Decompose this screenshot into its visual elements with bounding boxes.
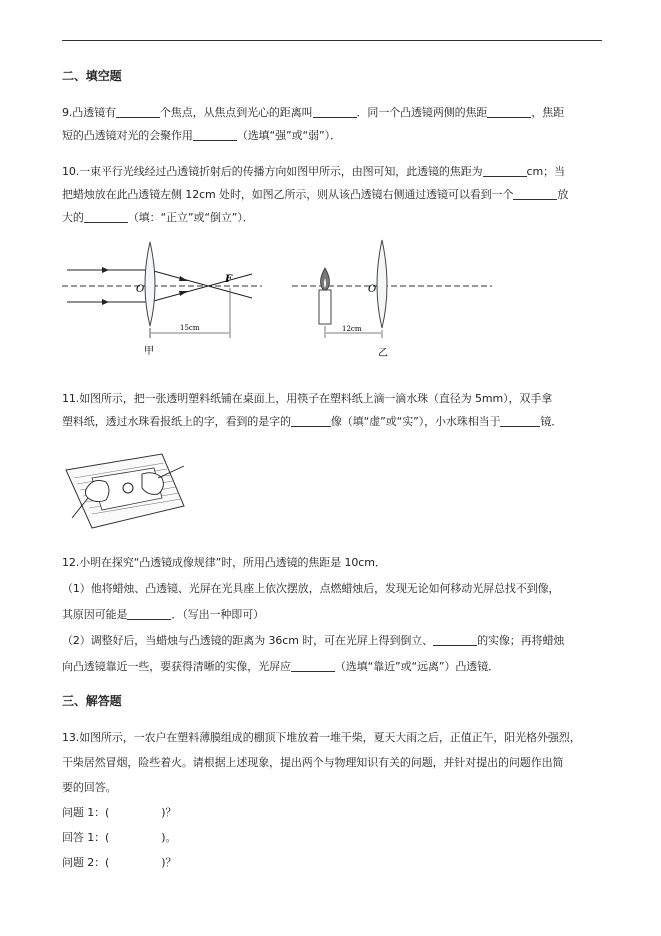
blank[interactable] [84, 208, 128, 223]
right-hand-icon [142, 473, 163, 495]
blank[interactable] [487, 103, 531, 118]
distance-label: 12cm [342, 325, 362, 333]
blank[interactable] [127, 605, 171, 620]
label-f: F [225, 274, 233, 285]
question-11: 11.如图所示，把一张透明塑料纸铺在桌面上，用筷子在塑料纸上滴一滴水珠（直径为 5mm），双手拿 塑料纸，透过水珠看报纸上的字，看到的是字的 像（填“虚”或“实”），小水珠相当于 镜． [62, 392, 563, 428]
distance-label: 15cm [180, 324, 200, 332]
blank[interactable] [116, 103, 160, 118]
figure-water-drop-magnifier [62, 448, 187, 533]
question-9: 9.凸透镜有 个焦点，从焦点到光心的距离叫 ．同一个凸透镜两侧的焦距 ，焦距 短的凸透镜对光的会聚作用 （选填“强”或“弱”）． [62, 101, 607, 147]
figure-jia-convex-lens [62, 238, 272, 360]
label-o: O [136, 284, 145, 295]
figure-caption: 乙 [378, 348, 388, 359]
question-10: 10.一束平行光线经过凸透镜折射后的传播方向如图甲所示，由图可知，此透镜的焦距为 cm；当 把蜡烛放在此凸透镜左侧 12cm 处时，如图乙所示，则从该凸透镜右侧通过透镜可以看到一个 放 大的 （填：“正立”或“倒立”）． [62, 160, 607, 229]
candle-icon [319, 290, 331, 324]
label-o: O [368, 284, 377, 295]
figure-caption: 甲 [144, 346, 154, 357]
header-rule [62, 40, 602, 41]
blank[interactable] [193, 126, 237, 141]
blank[interactable] [291, 412, 331, 427]
question-13: 13.如图所示，一农户在塑料薄膜组成的棚顶下堆放着一堆干柴，夏天大雨之后，正值正午，阳光格外强烈， 干柴居然冒烟，险些着火。请根据上述现象，提出两个与物理知识有关的问题，并针对提出的问题作出简 要的回答。 问题 1：( )？ 回答 1：( )。 问题 2：( )？ [62, 731, 581, 869]
section-answer-title: 三、解答题 [62, 694, 122, 708]
blank[interactable] [483, 162, 527, 177]
blank[interactable] [433, 631, 477, 646]
blank[interactable] [513, 185, 557, 200]
water-drop-icon [123, 483, 133, 493]
blank[interactable] [500, 412, 540, 427]
blank[interactable] [313, 103, 357, 118]
blank[interactable] [291, 657, 335, 672]
figure-yi-candle-lens [292, 238, 497, 360]
section-fill-in-title: 二、填空题 [62, 69, 122, 83]
question-12: 12.小明在探究“凸透镜成像规律”时，所用凸透镜的焦距是 10cm． （1）他将蜡烛、凸透镜、光屏在光具座上依次摆放，点燃蜡烛后，发现无论如何移动光屏总找不到像， 其原因可能是 ．（写出一种即可） （2）调整好后，当蜡烛与凸透镜的距离为 36cm 时，可在光屏上得到倒立、 的实像；再将蜡烛 向凸透镜靠近一些，要获得清晰的实像，光屏应 （选填“靠近”或“远离”）凸透镜． [62, 556, 565, 673]
